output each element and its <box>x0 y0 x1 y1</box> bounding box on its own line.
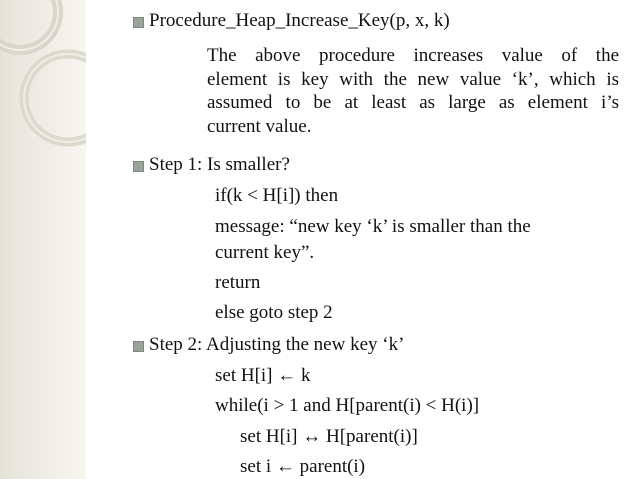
step1-line: return <box>215 272 261 293</box>
step1-line: else goto step 2 <box>215 302 333 323</box>
step1-line: current key”. <box>215 242 315 263</box>
step1-line: message: “new key ‘k’ is smaller than the <box>215 216 531 237</box>
step1-heading: Step 1: Is smaller? <box>149 154 290 175</box>
step2-heading: Step 2: Adjusting the new key ‘k’ <box>149 334 405 355</box>
step2-line: while(i > 1 and H[parent(i) < H(i)] <box>215 395 480 416</box>
step2-line: set H[i] ↔ H[parent(i)] <box>240 426 418 447</box>
step1-line: if(k < H[i]) then <box>215 185 339 206</box>
bullet-icon <box>133 161 144 172</box>
bullet-icon <box>133 17 144 28</box>
procedure-heading: Procedure_Heap_Increase_Key(p, x, k) <box>149 10 450 31</box>
step2-line: set H[i] ← k <box>215 365 311 386</box>
bullet-icon <box>133 341 144 352</box>
description-line: assumed to be at least as large as element i’s <box>207 92 619 113</box>
description-line: The above procedure increases value of the <box>207 45 619 66</box>
step2-line: set i ← parent(i) <box>240 456 366 477</box>
procedure-description <box>207 44 619 138</box>
description-line: current value. <box>207 115 312 137</box>
description-line: element is key with the new value ‘k’, which is <box>207 68 619 90</box>
